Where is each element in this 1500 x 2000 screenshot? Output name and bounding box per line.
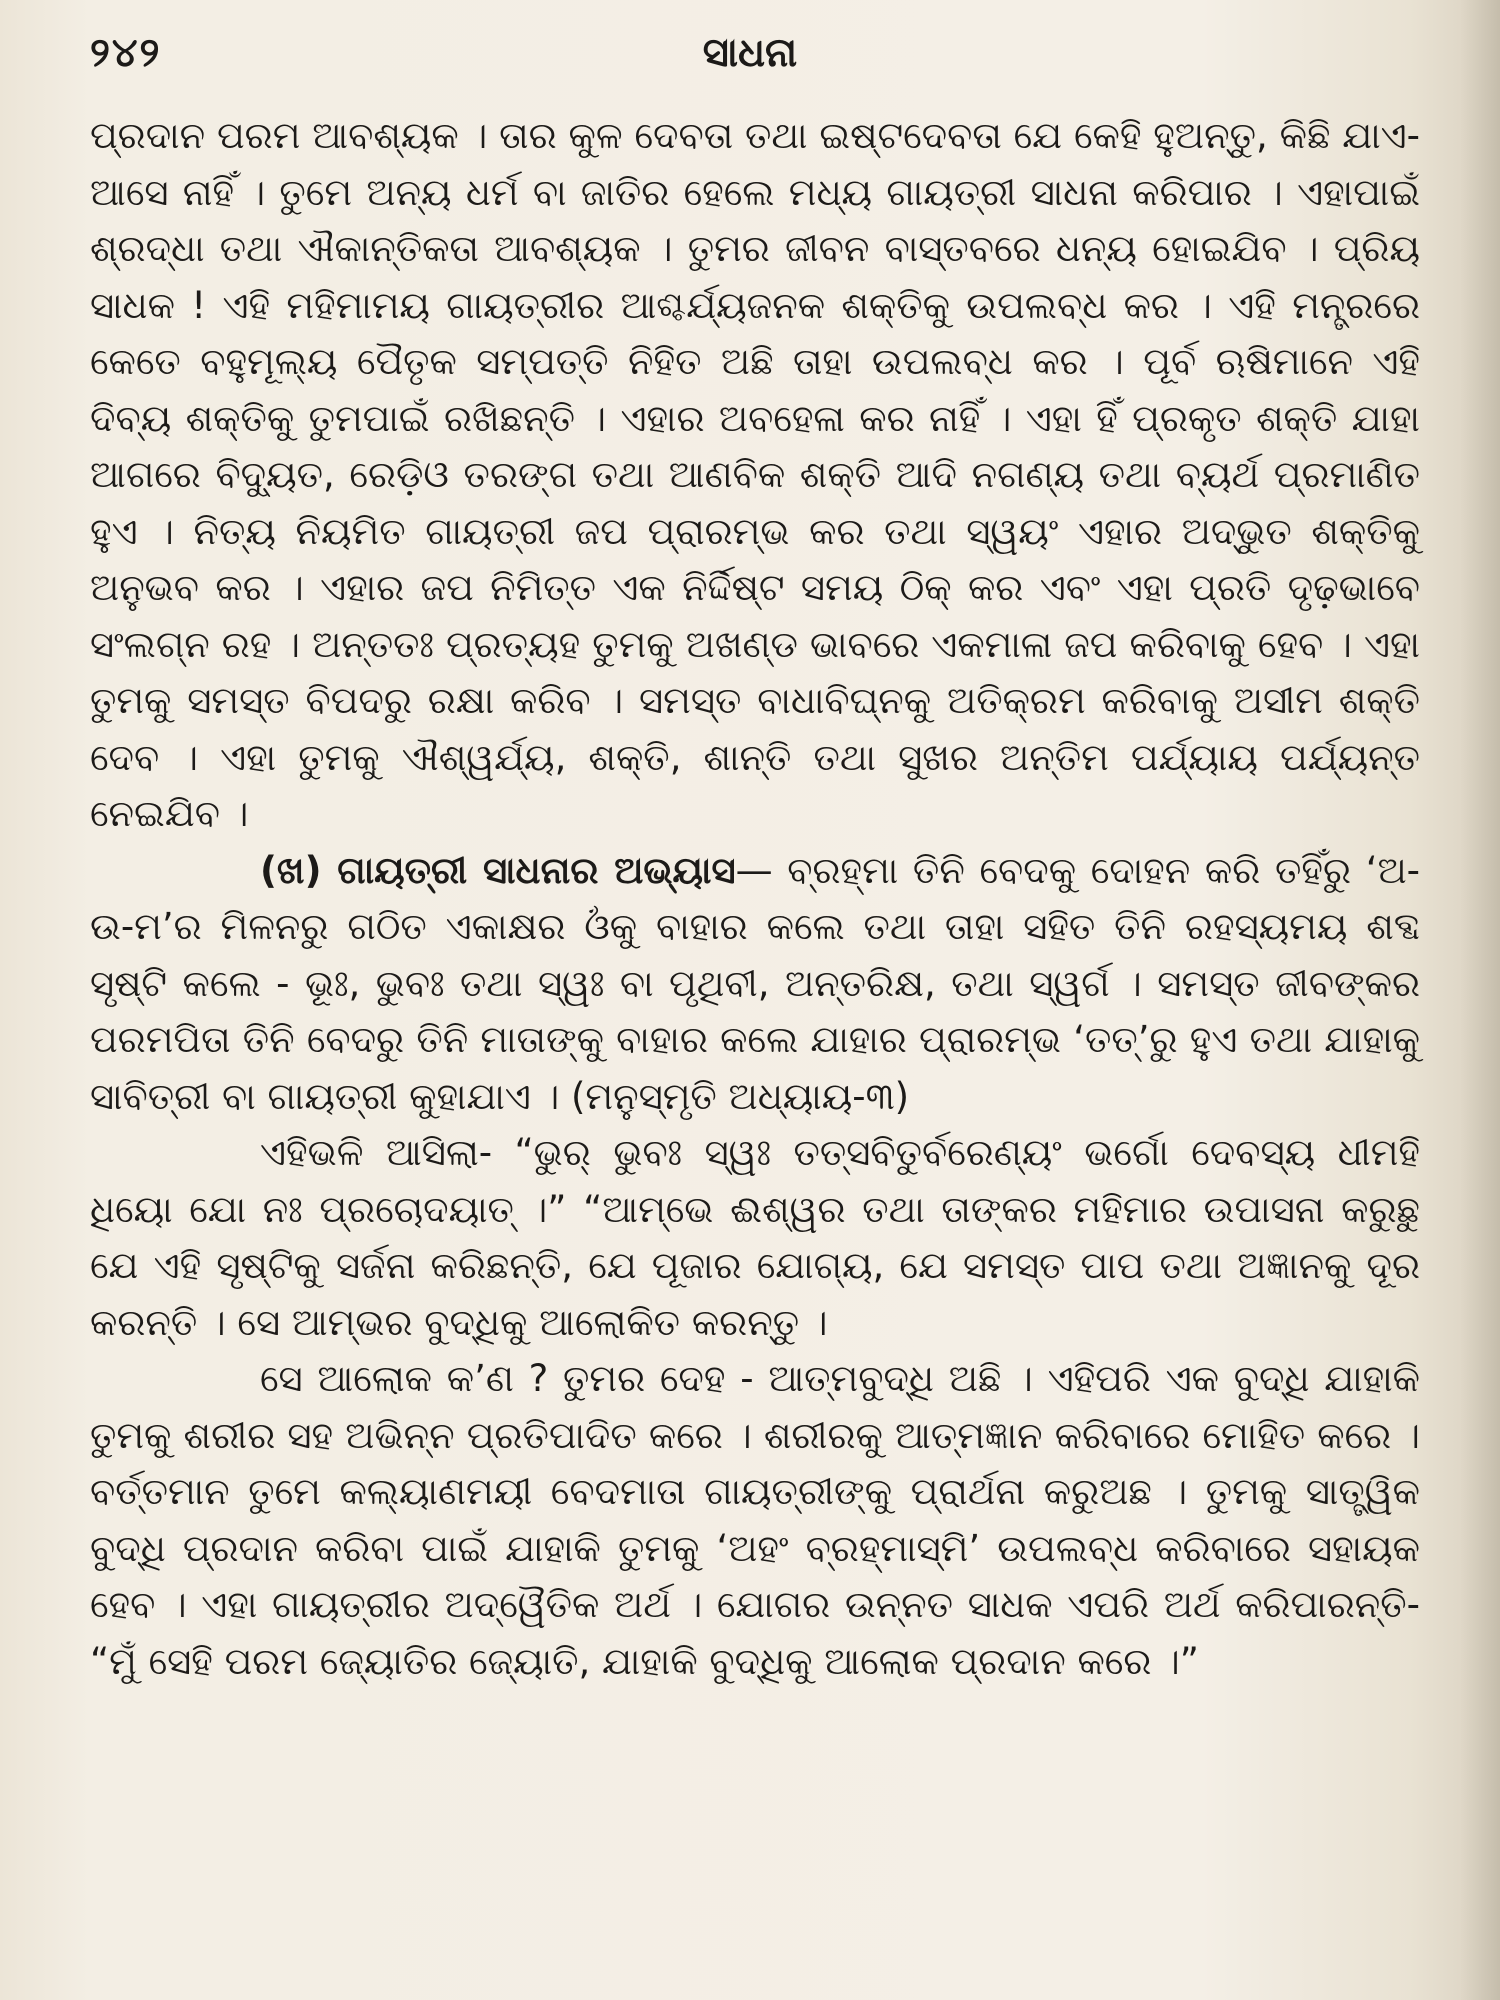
page-header [90,22,1410,92]
paragraph-3: ଏହିଭଳି ଆସିଲା- “ଭୁର୍ ଭୁବଃ ସ୍ୱଃ ତତ୍ସବିତୁର୍ବରେଣ୍ୟଂ ଭର୍ଗୋ ଦେବସ୍ୟ ଧୀମହି ଧିୟୋ ଯୋ ନଃ ପ୍ରଚୋଦୟାତ୍ ।” “ଆମ୍ଭେ ଈଶ୍ୱର ତଥା ତାଙ୍କର ମହିମାର ଉପାସନା କରୁଛୁ ଯେ ଏହି ସୃଷ୍ଟିକୁ ସର୍ଜନା କରିଛନ୍ତି, ଯେ ପୂଜାର ଯୋଗ୍ୟ, ଯେ ସମସ୍ତ ପାପ ତଥା ଅଜ୍ଞାନକୁ ଦୂର କରନ୍ତି । ସେ ଆମ୍ଭର ବୁଦ୍ଧିକୁ ଆଲୋକିତ କରନ୍ତୁ । [90,1131,1420,1344]
section-heading: (ଖ) ଗାୟତ୍ରୀ ସାଧନାର ଅଭ୍ୟାସ [260,848,736,892]
paragraph-4: ସେ ଆଲୋକ କ’ଣ ? ତୁମର ଦେହ - ଆତ୍ମବୁଦ୍ଧି ଅଛି । ଏହିପରି ଏକ ବୁଦ୍ଧି ଯାହାକି ତୁମକୁ ଶରୀର ସହ ଅଭିନ୍ନ ପ୍ରତିପାଦିତ କରେ । ଶରୀରକୁ ଆତ୍ମଜ୍ଞାନ କରିବାରେ ମୋହିତ କରେ । ବର୍ତ୍ତମାନ ତୁମେ କଲ୍ୟାଣମୟୀ ବେଦମାତା ଗାୟତ୍ରୀଙ୍କୁ ପ୍ରାର୍ଥନା କରୁଅଛ । ତୁମକୁ ସାତ୍ତ୍ୱିକ ବୁଦ୍ଧି ପ୍ରଦାନ କରିବା ପାଇଁ ଯାହାକି ତୁମକୁ ‘ଅହଂ ବ୍ରହ୍ମାସ୍ମି’ ଉପଲବ୍ଧ କରିବାରେ ସହାୟକ ହେବ । ଏହା ଗାୟତ୍ରୀର ଅଦ୍ୱୈତିକ ଅର୍ଥ । ଯୋଗର ଉନ୍ନତ ସାଧକ ଏପରି ଅର୍ଥ କରିପାରନ୍ତି- “ମୁଁ ସେହି ପରମ ଜ୍ୟୋତିର ଜ୍ୟୋତି, ଯାହାକି ବୁଦ୍ଧିକୁ ଆଲୋକ ପ୍ରଦାନ କରେ ।” [90,1357,1420,1683]
paragraph-2-text: — ବ୍ରହ୍ମା ତିନି ବେଦକୁ ଦୋହନ କରି ତହିଁରୁ ‘ଅ-ଉ-ମ’ର ମିଳନରୁ ଗଠିତ ଏକାକ୍ଷର ଓଁକୁ ବାହାର କଲେ ତଥା ତାହା ସହିତ ତିନି ରହସ୍ୟମୟ ଶବ୍ଦ ସୃଷ୍ଟି କଲେ - ଭୂଃ, ଭୁବଃ ତଥା ସ୍ୱଃ ବା ପୃଥିବୀ, ଅନ୍ତରିକ୍ଷ, ତଥା ସ୍ୱର୍ଗ । ସମସ୍ତ ଜୀବଙ୍କର ପରମପିତା ତିନି ବେଦରୁ ତିନି ମାତାଙ୍କୁ ବାହାର କଲେ ଯାହାର ପ୍ରାରମ୍ଭ ‘ତତ୍’ରୁ ହୁଏ ତଥା ଯାହାକୁ ସାବିତ୍ରୀ ବା ଗାୟତ୍ରୀ କୁହାଯାଏ । (ମନୁସ୍ମୃତି ଅଧ୍ୟାୟ-୩) [90,848,1420,1118]
page-number: ୨୪୨ [90,30,162,76]
body-text [90,108,1420,1690]
running-title: ସାଧନା [702,30,798,76]
page-gutter-shadow [1460,0,1500,2000]
paragraph-2 [90,843,1420,1126]
paragraph-1: ପ୍ରଦାନ ପରମ ଆବଶ୍ୟକ । ତାର କୁଳ ଦେବତା ତଥା ଇଷ୍ଟଦେବତା ଯେ କେହି ହୁଅନ୍ତୁ, କିଛି ଯାଏ-ଆସେ ନାହିଁ । ତୁମେ ଅନ୍ୟ ଧର୍ମ ବା ଜାତିର ହେଲେ ମଧ୍ୟ ଗାୟତ୍ରୀ ସାଧନା କରିପାର । ଏହାପାଇଁ ଶ୍ରଦ୍ଧା ତଥା ଐକାନ୍ତିକତା ଆବଶ୍ୟକ । ତୁମର ଜୀବନ ବାସ୍ତବରେ ଧନ୍ୟ ହୋଇଯିବ । ପ୍ରିୟ ସାଧକ ! ଏହି ମହିମାମୟ ଗାୟତ୍ରୀର ଆଶ୍ଚର୍ଯ୍ୟଜନକ ଶକ୍ତିକୁ ଉପଲବ୍ଧ କର । ଏହି ମନ୍ତ୍ରରେ କେତେ ବହୁମୂଲ୍ୟ ପୈତୃକ ସମ୍ପତ୍ତି ନିହିତ ଅଛି ତାହା ଉପଲବ୍ଧ କର । ପୂର୍ବ ଋଷିମାନେ ଏହି ଦିବ୍ୟ ଶକ୍ତିକୁ ତୁମପାଇଁ ରଖିଛନ୍ତି । ଏହାର ଅବହେଳା କର ନାହିଁ । ଏହା ହିଁ ପ୍ରକୃତ ଶକ୍ତି ଯାହା ଆଗରେ ବିଦ୍ୟୁତ, ରେଡ଼ିଓ ତରଙ୍ଗ ତଥା ଆଣବିକ ଶକ୍ତି ଆଦି ନଗଣ୍ୟ ତଥା ବ୍ୟର୍ଥ ପ୍ରମାଣିତ ହୁଏ । ନିତ୍ୟ ନିୟମିତ ଗାୟତ୍ରୀ ଜପ ପ୍ରାରମ୍ଭ କର ତଥା ସ୍ୱୟଂ ଏହାର ଅଦ୍ଭୁତ ଶକ୍ତିକୁ ଅନୁଭବ କର । ଏହାର ଜପ ନିମିତ୍ତ ଏକ ନିର୍ଦ୍ଦିଷ୍ଟ ସମୟ ଠିକ୍ କର ଏବଂ ଏହା ପ୍ରତି ଦୃଢ଼ଭାବେ ସଂଲଗ୍ନ ରହ । ଅନ୍ତତଃ ପ୍ରତ୍ୟହ ତୁମକୁ ଅଖଣ୍ଡ ଭାବରେ ଏକମାଳା ଜପ କରିବାକୁ ହେବ । ଏହା ତୁମକୁ ସମସ୍ତ ବିପଦରୁ ରକ୍ଷା କରିବ । ସମସ୍ତ ବାଧାବିଘ୍ନକୁ ଅତିକ୍ରମ କରିବାକୁ ଅସୀମ ଶକ୍ତି ଦେବ । ଏହା ତୁମକୁ ଐଶ୍ୱର୍ଯ୍ୟ, ଶକ୍ତି, ଶାନ୍ତି ତଥା ସୁଖର ଅନ୍ତିମ ପର୍ଯ୍ୟାୟ ପର୍ଯ୍ୟନ୍ତ ନେଇଯିବ । [90,114,1420,835]
